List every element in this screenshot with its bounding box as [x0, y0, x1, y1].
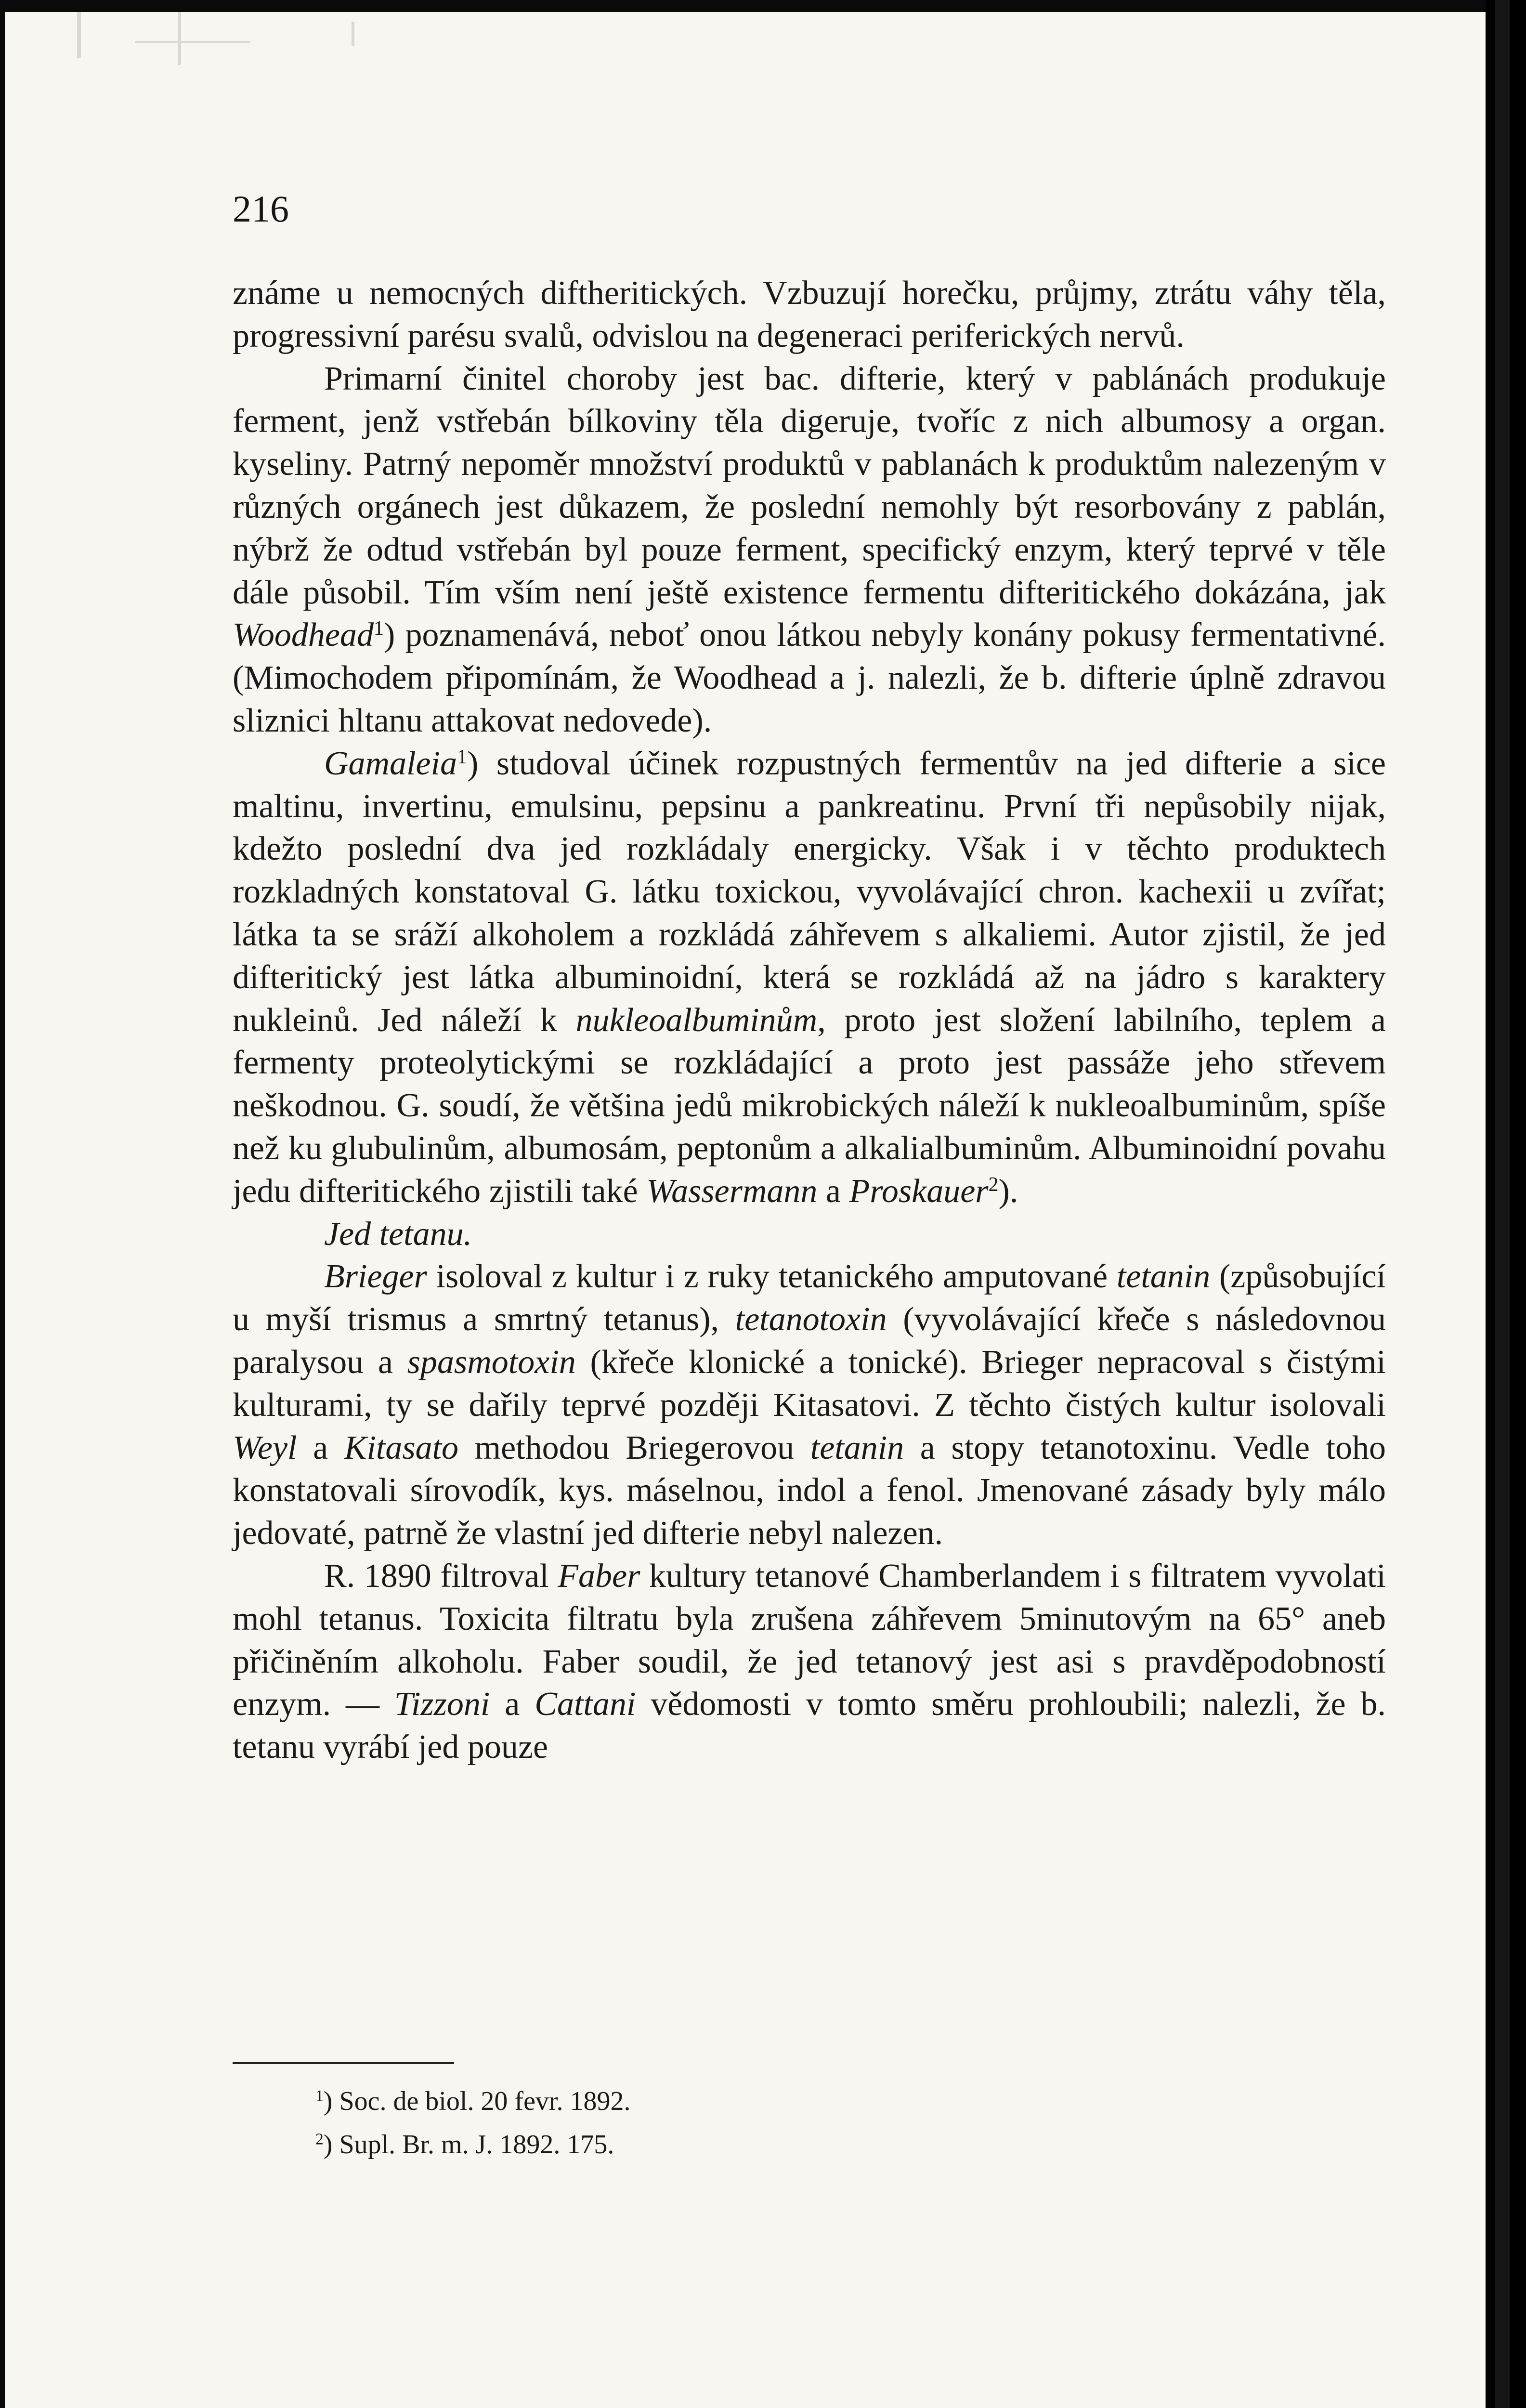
italic-text: Proskauer: [849, 1172, 989, 1210]
italic-text: tetanin: [810, 1429, 904, 1466]
paragraph: [233, 1256, 1386, 1555]
text-run: ).: [998, 1172, 1018, 1210]
text-run: a: [490, 1686, 535, 1723]
footnote: [315, 2080, 630, 2123]
body-text: [233, 272, 1386, 1769]
text-run: methodou Briegerovou: [458, 1429, 810, 1466]
text-run: (způsobující u myší trismus a smrtný tetanus),: [233, 1258, 1386, 1338]
text-run: známe u nemocných diftheritických. Vzbuzují horečku, průjmy, ztrátu váhy těla, progressivní parésu svalů, odvislou na degeneraci periferických nervů.: [233, 275, 1386, 354]
text-run: a: [297, 1429, 344, 1466]
italic-text: Wassermann: [646, 1172, 818, 1210]
text-run: R. 1890 filtroval: [324, 1557, 558, 1595]
text-run: a stopy tetanotoxinu. Vedle toho konstatovali sírovodík, kys. máselnou, indol a fenol. Jmenované zásady byly málo jedovaté, patrně že vlastní jed difterie nebyl nalezen.: [233, 1429, 1386, 1552]
footnote-ref: 1: [373, 617, 384, 640]
text-run: Primarní činitel choroby jest bac. difterie, který v pablánách produkuje ferment, jenž vstřebán bílkoviny těla digeruje, tvoříc z nich albumosy a organ. kyseliny. Patrný nepoměr množství produktů v pablanách k produktům nalezeným v různých orgánech jest důkazem, že poslední nemohly být resorbovány z pablán, nýbrž že odtud vstřebán byl pouze ferment, specifický enzym, který teprvé v těle dále působil. Tím vším není ještě existence fermentu difteritického dokázána, jak: [233, 360, 1386, 611]
footnote-ref: 2: [988, 1173, 999, 1196]
text-run: (vyvolávající křeče s následovnou paralysou a: [233, 1301, 1386, 1381]
scan-border: [1495, 0, 1510, 2408]
paragraph: [233, 272, 1386, 358]
italic-text: spasmotoxin: [407, 1343, 576, 1381]
text-run: ) studoval účinek rozpustných fermentův na jed difterie a sice maltinu, invertinu, emulsinu, pepsinu a pankreatinu. První tři nepůsobily nijak, kdežto poslední dva jed rozkládaly energicky. Však i v těchto produktech rozkladných konstatoval G. látku toxickou, vyvolávající chron. kachexii u zvířat; látka ta se sráží alkoholem a rozkládá záhřevem s alkaliemi. Autor zjistil, že jed difteritický jest látka albuminoidní, která se rozkládá až na jádro s karaktery nukleinů. Jed náleží k: [233, 745, 1386, 1039]
italic-text: Weyl: [233, 1429, 297, 1466]
paragraph: [233, 1555, 1386, 1769]
paragraph: [233, 743, 1386, 1213]
text-run: (křeče klonické a tonické). Brieger nepracoval s čistými kulturami, ty se dařily teprvé později Kitasatovi. Z těchto čistých kultur isolovali: [233, 1343, 1386, 1424]
italic-text: Gamaleia: [324, 745, 457, 782]
footnote-text: ) Soc. de biol. 20 fevr. 1892.: [323, 2086, 631, 2116]
italic-text: Woodhead: [233, 616, 374, 654]
scan-artifact: [135, 41, 250, 43]
italic-text: Tizzoni: [394, 1686, 490, 1723]
italic-text: Jed tetanu.: [324, 1215, 472, 1253]
scan-artifact: [178, 12, 181, 65]
paragraph: [233, 358, 1386, 743]
italic-text: tetanotoxin: [735, 1301, 887, 1338]
footnotes: [315, 2080, 630, 2166]
page-number: 216: [233, 188, 289, 230]
italic-text: Faber: [558, 1557, 640, 1595]
italic-text: Kitasato: [344, 1429, 459, 1466]
footnote-divider: [233, 2062, 454, 2064]
footnote-mark: 1: [315, 2087, 324, 2105]
text-run: vědomosti v tomto směru prohloubili; nalezli, že b. tetanu vyrábí jed pouze: [233, 1686, 1386, 1766]
scan-artifact: [77, 12, 81, 58]
italic-text: Brieger: [324, 1258, 427, 1296]
footnote-text: ) Supl. Br. m. J. 1892. 175.: [323, 2130, 614, 2159]
footnote-mark: 2: [315, 2130, 324, 2148]
text-run: , proto jest složení labilního, teplem a fermenty proteolytickými se rozkládající a proto jest passáže jeho střevem neškodnou. G. soudí, že většina jedů mikrobických náleží k nukleoalbuminům, spíše než ku glubulinům, albumosám, peptonům a alkalialbuminům. Albuminoidní povahu jedu difteritického zjistili také: [233, 1001, 1386, 1210]
italic-text: Cattani: [535, 1686, 636, 1723]
italic-text: tetanin: [1116, 1258, 1211, 1296]
text-run: kultury tetanové Chamberlandem i s filtratem vyvolati mohl tetanus. Toxicita filtratu byla zrušena záhřevem 5minutovým na 65° aneb přičiněním alkoholu. Faber soudil, že jed tetanový jest asi s pravděpodobností enzym. —: [233, 1557, 1386, 1723]
text-run: ) poznamenává, neboť onou látkou nebyly konány pokusy fermentativné. (Mimochodem připomínám, že Woodhead a j. nalezli, že b. difterie úplně zdravou sliznici hltanu attakovat nedovede).: [233, 616, 1386, 739]
italic-text: nukleoalbuminům: [575, 1001, 818, 1039]
text-run: a: [817, 1172, 849, 1210]
footnote: [315, 2123, 630, 2166]
paragraph: [233, 1213, 1386, 1256]
text-run: isoloval z kultur i z ruky tetanického amputované: [427, 1258, 1117, 1296]
scan-artifact: [352, 22, 354, 46]
footnote-ref: 1: [457, 746, 468, 768]
